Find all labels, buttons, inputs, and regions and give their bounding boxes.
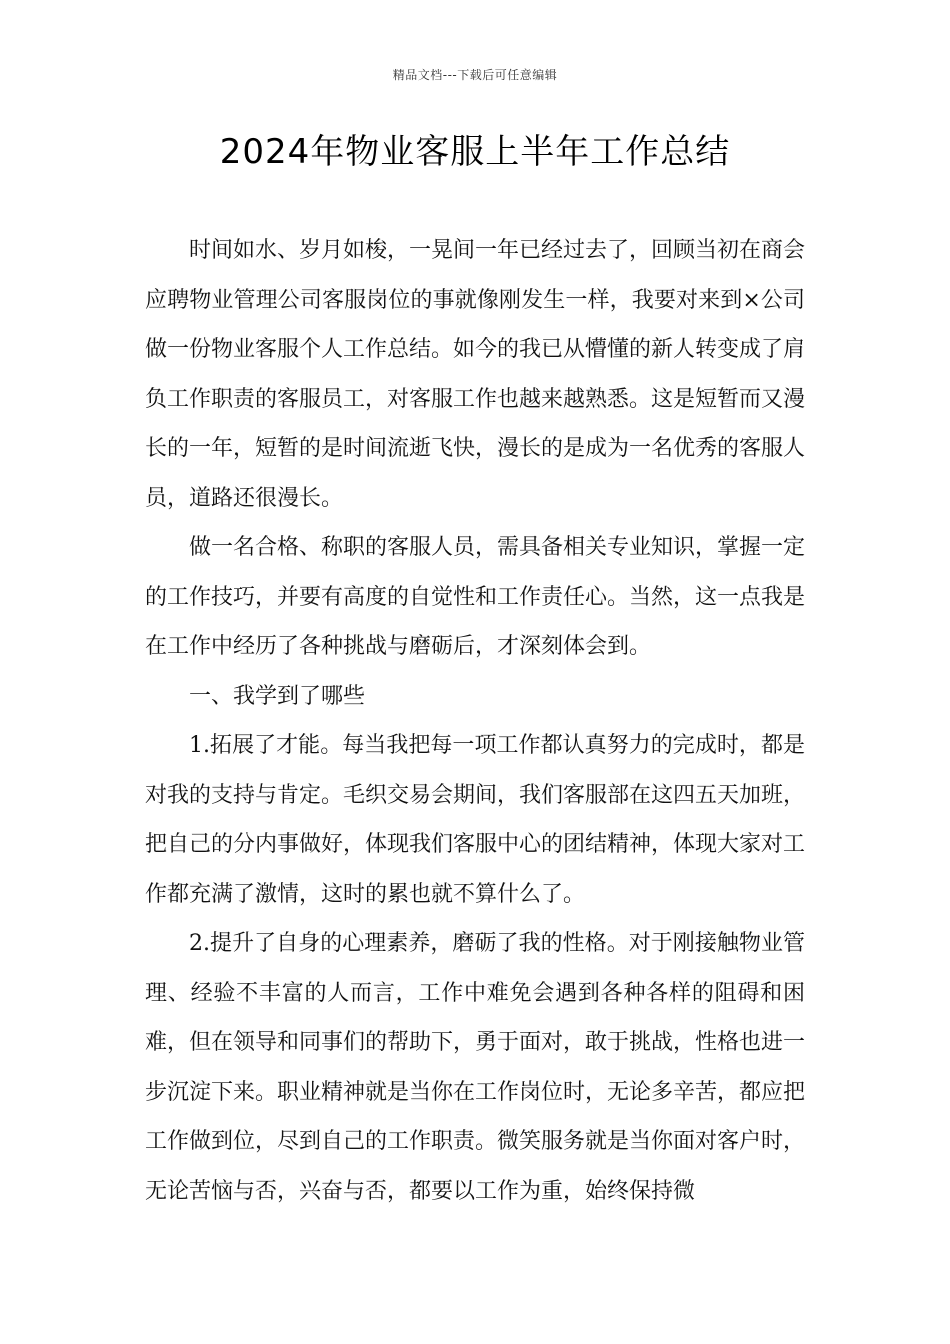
document-title: 2024年物业客服上半年工作总结 bbox=[219, 132, 731, 172]
paragraph: 2.提升了自身的心理素养，磨砺了我的性格。对于刚接触物业管理、经验不丰富的人而言，工作中难免会遇到各种各样的阻碍和困难，但在领导和同事们的帮助下，勇于面对，敢于挑战，性格也进一步沉淀下来。职业精神就是当你在工作岗位时，无论多辛苦，都应把工作做到位，尽到自己的工作职责。微笑服务就是当你面对客户时，无论苦恼与否，兴奋与否，都要以工作为重，始终保持微 bbox=[145, 931, 806, 1204]
paragraph: 1.拓展了才能。每当我把每一项工作都认真努力的完成时，都是对我的支持与肯定。毛织交易会期间，我们客服部在这四五天加班，把自己的分内事做好，体现我们客服中心的团结精神，体现大家对工作都充满了激情，这时的累也就不算什么了。 bbox=[145, 733, 806, 907]
section-heading: 一、我学到了哪些 bbox=[189, 683, 366, 709]
paragraph: 做一名合格、称职的客服人员，需具备相关专业知识，掌握一定的工作技巧，并要有高度的自觉性和工作责任心。当然，这一点我是在工作中经历了各种挑战与磨砺后，才深刻体会到。 bbox=[145, 535, 806, 659]
document-body bbox=[145, 226, 805, 1216]
header-note: 精品文档---下载后可任意编辑 bbox=[392, 68, 558, 82]
paragraph: 时间如水、岁月如梭，一晃间一年已经过去了，回顾当初在商会应聘物业管理公司客服岗位的事就像刚发生一样，我要对来到×公司做一份物业客服个人工作总结。如今的我已从懵懂的新人转变成了肩负工作职责的客服员工，对客服工作也越来越熟悉。这是短暂而又漫长的一年，短暂的是时间流逝飞快，漫长的是成为一名优秀的客服人员，道路还很漫长。 bbox=[145, 238, 806, 511]
